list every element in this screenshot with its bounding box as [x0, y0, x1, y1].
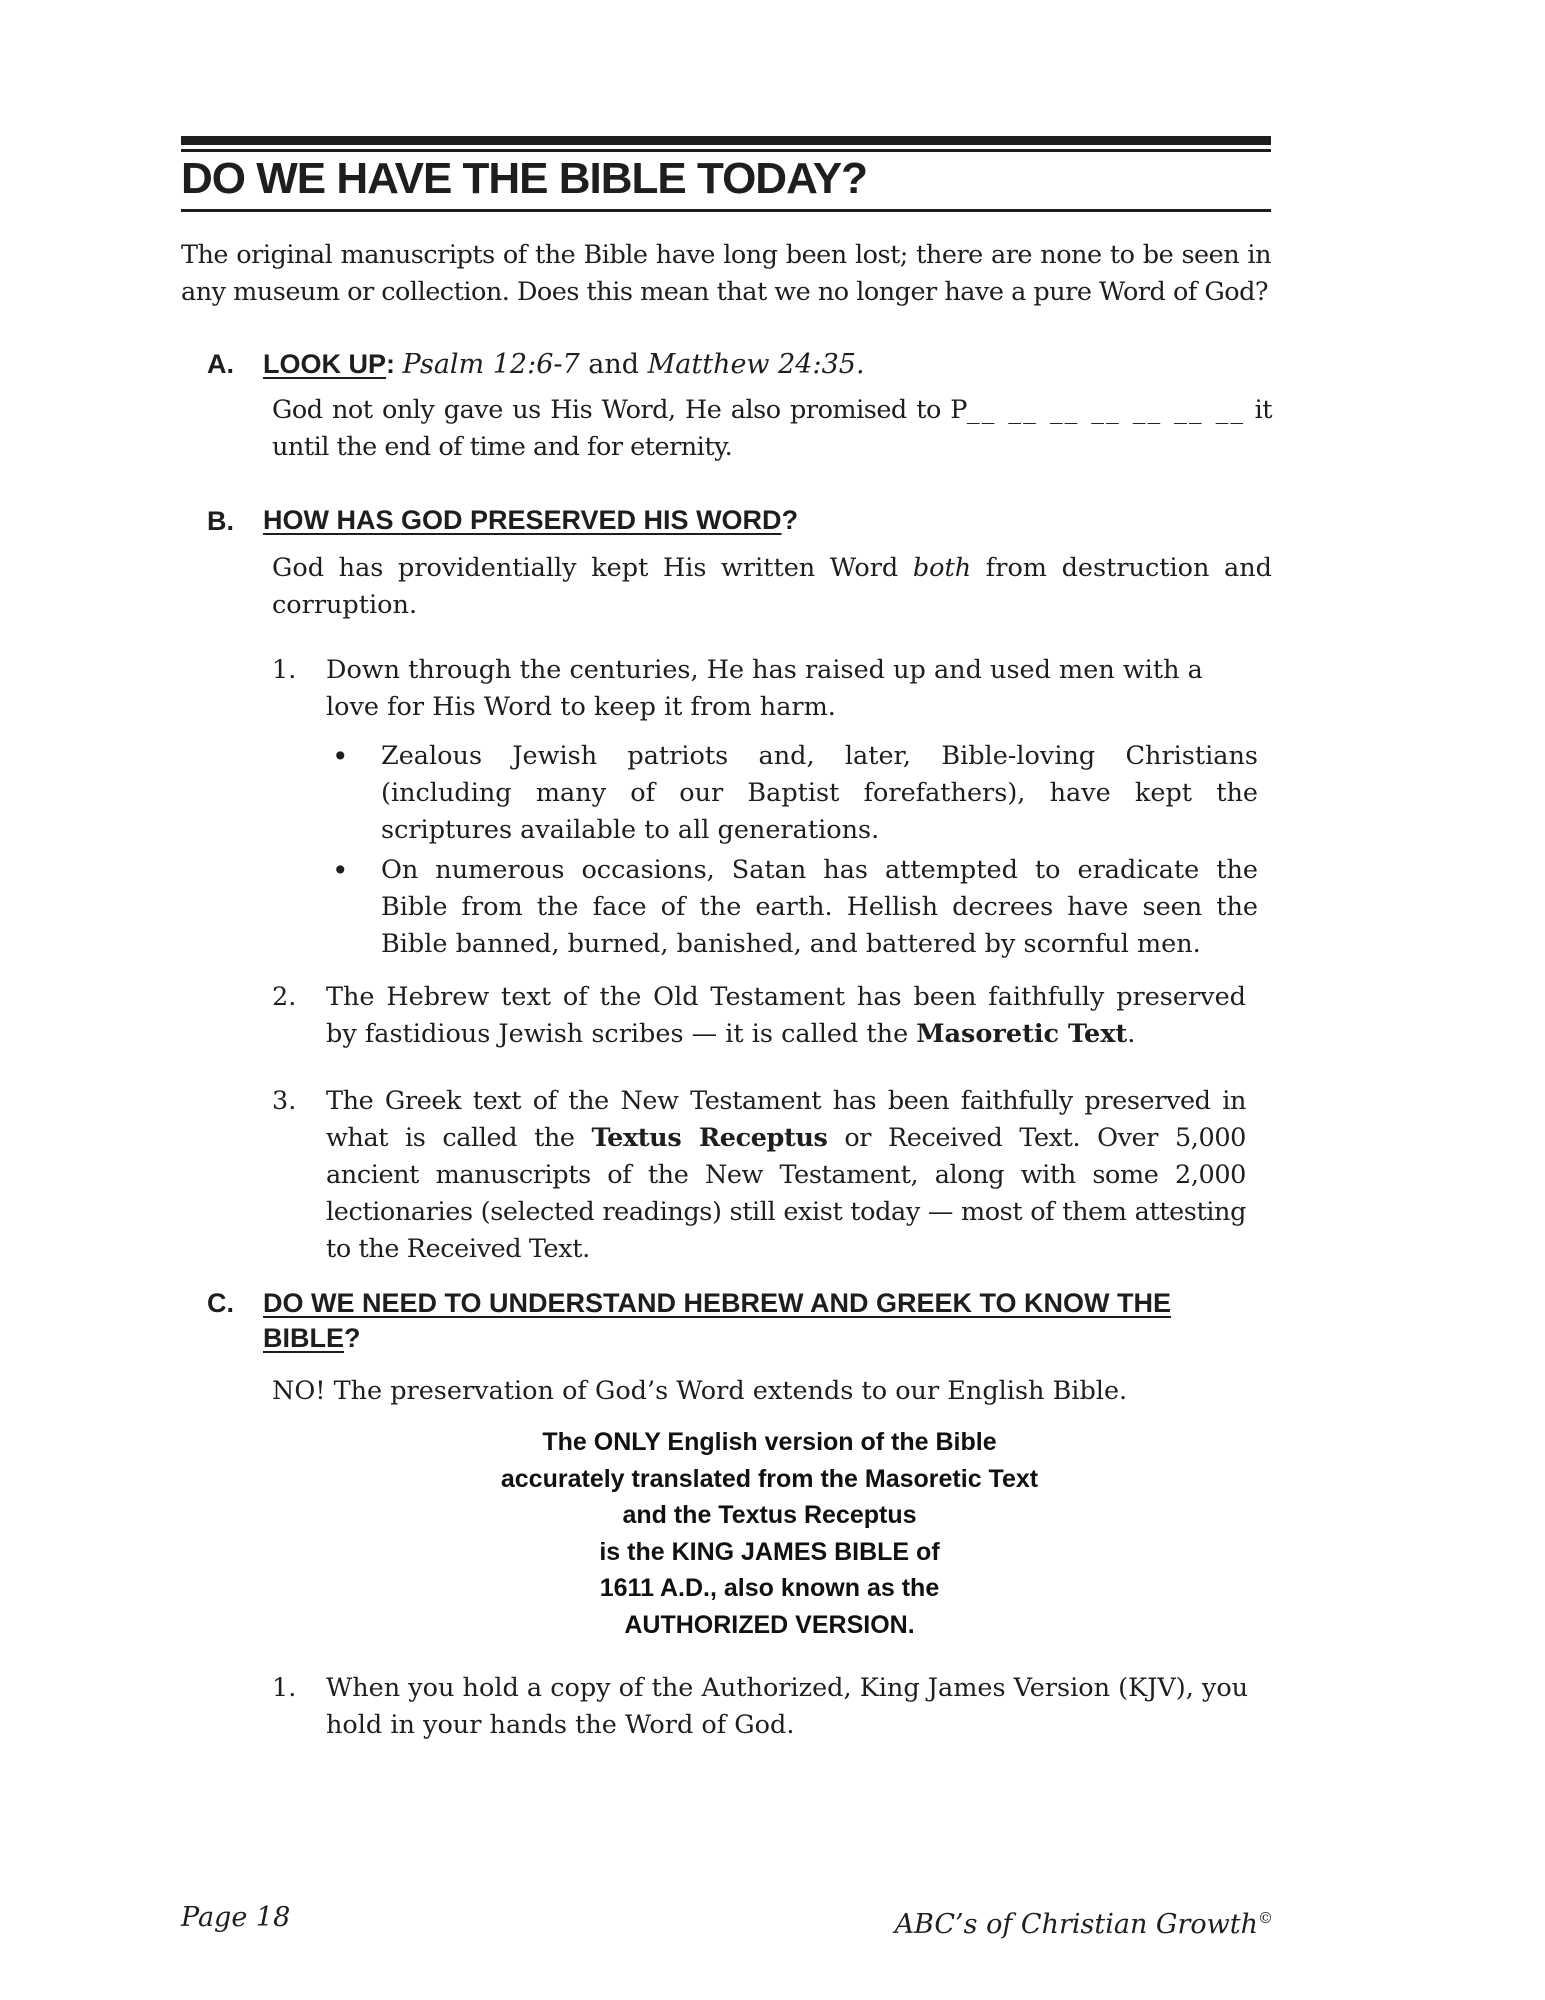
section-c-qmark: ? [344, 1323, 361, 1353]
section-a-text [272, 392, 1272, 466]
fill-blank-prompt: God not only gave us His Word, He also promised to P [272, 395, 967, 425]
section-b-item2-number: 2. [272, 982, 297, 1012]
section-c-heading [263, 1286, 1273, 1356]
section-c-letter: C. [207, 1288, 234, 1318]
section-b-emphasis: both [912, 553, 972, 583]
item2-period: . [1127, 1019, 1136, 1049]
section-b-heading [263, 503, 1273, 538]
section-b-intro-text: God has providentially kept His written Word [272, 553, 913, 583]
bullet-1-text: Zealous Jewish patriots and, later, Bible-loving Christians (including many of our Baptist forefathers), have kept the scriptures available to all generations. [381, 741, 1258, 845]
item3-text-end: or Received Text. Over 5,000 ancient manuscripts of the New Testament, along with some 2,000 lectionaries (selected readings) still exist today — most of them attesting to the Received Text. [326, 1123, 1246, 1264]
book-title: ABC’s of Christian Growth [894, 1909, 1258, 1940]
bullet-1-marker: • [332, 740, 349, 773]
intro-paragraph: The original manuscripts of the Bible have long been lost; there are none to be seen in any museum or collection. Does this mean that we no longer have a pure Word of God? [181, 240, 1271, 307]
book-title-footer [895, 1900, 1273, 1943]
title-rule-heavy [181, 136, 1271, 145]
ref-conjunction: and [579, 349, 648, 380]
section-b-item2 [326, 979, 1246, 1053]
item3-text: The Greek text of the New Testament has been faithfully preserved in what is called the [326, 1086, 1246, 1153]
scripture-ref-matthew: Matthew 24:35. [647, 349, 865, 380]
callout-line: The ONLY English version of the Bible [542, 1428, 997, 1456]
section-b-item1-number: 1. [272, 655, 297, 685]
page-title: DO WE HAVE THE BIBLE TODAY? [181, 154, 868, 203]
callout-line: and the Textus Receptus [622, 1501, 917, 1529]
callout-line: 1611 A.D., also known as the [599, 1574, 940, 1602]
masoretic-text-term: Masoretic Text [916, 1019, 1128, 1049]
bullet-2-marker: • [332, 854, 349, 887]
fill-blank-line: __ __ __ __ __ __ __ [966, 395, 1246, 425]
section-b-intro [272, 550, 1272, 624]
fill-blank-continuation: it until the end of time and for eternity. [272, 395, 1272, 462]
title-underline [181, 209, 1271, 212]
section-b-item1: Down through the centuries, He has raised up and used men with a love for His Word to keep it from harm. [326, 655, 1203, 722]
section-a-colon: : [386, 349, 396, 379]
callout-line: accurately translated from the Masoretic Text [500, 1464, 1039, 1493]
section-b-title: HOW HAS GOD PRESERVED HIS WORD [263, 505, 782, 535]
section-c-intro: NO! The preservation of God’s Word extends to our English Bible. [272, 1376, 1128, 1406]
section-c-item1: When you hold a copy of the Authorized, King James Version (KJV), you hold in your hands the Word of God. [326, 1673, 1249, 1740]
item2-text: The Hebrew text of the Old Testament has been faithfully preserved by fastidious Jewish scribes — it is called the [326, 982, 1246, 1049]
section-b-item3 [326, 1083, 1246, 1268]
section-c-item1-number: 1. [272, 1673, 297, 1703]
section-a-heading [263, 347, 1273, 382]
section-b-qmark: ? [781, 505, 799, 535]
page-number: Page 18 [181, 1902, 291, 1933]
section-b-intro-text-end: from destruction and corruption. [272, 553, 1272, 620]
section-b-item3-number: 3. [272, 1086, 297, 1116]
scripture-ref-psalm: Psalm 12:6-7 [402, 349, 580, 380]
section-a-title: LOOK UP [263, 349, 387, 379]
section-a-letter: A. [207, 349, 234, 379]
textus-receptus-term: Textus Receptus [591, 1123, 828, 1153]
section-b-letter: B. [207, 506, 234, 536]
callout-line: AUTHORIZED VERSION. [624, 1610, 915, 1639]
bullet-2-text: On numerous occasions, Satan has attempted to eradicate the Bible from the face of the earth. Hellish decrees have seen the Bible banned, burned, banished, and battered by scornful men. [381, 855, 1258, 959]
callout-line: is the KING JAMES BIBLE of [599, 1537, 940, 1566]
section-c-title: DO WE NEED TO UNDERSTAND HEBREW AND GREEK TO KNOW THE BIBLE [263, 1288, 1172, 1353]
copyright-mark: © [1258, 1909, 1273, 1927]
kjv-callout [381, 1424, 1158, 1643]
